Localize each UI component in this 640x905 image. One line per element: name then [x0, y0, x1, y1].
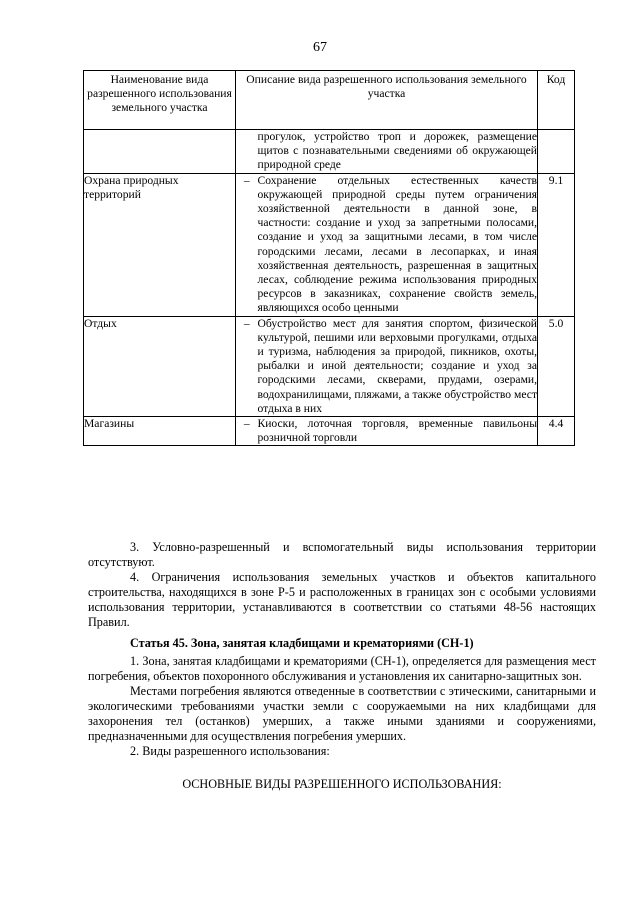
use-description-cell: Обустройство мест для занятия спортом, физической культурой, пешими или верховыми прогулками, отдыха и туризма, наблюдения за природой, пикников, охоты, рыбалки и иной деятельности; создание и уход за городскими лесами, скверами, прудами, озерами, водохранилищами, пляжами, а также обустройство мест отдыха в них [257, 316, 538, 415]
header-use-description: Описание вида разрешенного использования земельного участка [236, 71, 538, 130]
use-name-cell: Отдых [84, 316, 236, 416]
paragraph-3: 3. Условно-разрешенный и вспомогательный виды использования территории отсутствуют. [88, 540, 596, 569]
header-code: Код [538, 71, 575, 130]
code-cell [538, 130, 575, 174]
table-row [84, 130, 575, 174]
code-cell: 5.0 [538, 316, 575, 416]
section-title: ОСНОВНЫЕ ВИДЫ РАЗРЕШЕННОГО ИСПОЛЬЗОВАНИЯ: [182, 777, 502, 791]
paragraph-4: 4. Ограничения использования земельных участков и объектов капитального строительства, находящихся в зоне Р-5 и расположенных в границах зон с особыми условиями использования территории, устанавливаются в соответствии со статьями 48-56 настоящих Правил. [88, 570, 596, 629]
page-number: 67 [313, 40, 327, 55]
dash-cell [236, 130, 258, 174]
dash-cell: – [236, 316, 258, 416]
use-description-cell: прогулок, устройство троп и дорожек, размещение щитов с познавательными сведениями об окружающей природной среде [257, 130, 538, 172]
article-heading: Статья 45. Зона, занятая кладбищами и крематориями (СН-1) [130, 636, 474, 650]
use-description-cell: Сохранение отдельных естественных качеств окружающей природной среды путем ограничения хозяйственной деятельности в данной зоне, в частности: создание и уход за запретными полосами, создание и уход за защитными лесами, в том числе городскими лесами, лесами в лесопарках, и иная хозяйственная деятельность, разрешенная в защитных лесах, соблюдение режима использования природных ресурсов в заказниках, сохранение свойств земель, являющихся особо ценными [257, 173, 538, 315]
body-text [88, 540, 596, 792]
table-row [84, 173, 575, 316]
code-cell: 4.4 [538, 417, 575, 446]
paragraph-use-types: 2. Виды разрешенного использования: [130, 744, 330, 758]
use-name-cell [84, 130, 236, 174]
table-header-row [84, 71, 575, 130]
use-description-cell: Киоски, лоточная торговля, временные павильоны розничной торговли [257, 417, 538, 445]
dash-cell: – [236, 173, 258, 316]
use-name-cell: Охрана природных территорий [84, 173, 236, 316]
table-row [84, 316, 575, 416]
land-use-table [83, 70, 575, 446]
dash-cell: – [236, 417, 258, 446]
header-use-name: Наименование вида разрешенного использования земельного участка [84, 71, 236, 130]
paragraph-zone-definition: 1. Зона, занятая кладбищами и крематориями (СН-1), определяется для размещения мест погребения, объектов похоронного обслуживания и установления их санитарно-защитных зон. [88, 654, 596, 683]
use-name-cell: Магазины [84, 417, 236, 446]
code-cell: 9.1 [538, 173, 575, 316]
paragraph-burial-places: Местами погребения являются отведенные в соответствии с этическими, санитарными и экологическими требованиями участки земли с сооружаемыми на них кладбищами для захоронения тел (останков) умерших, а также иными зданиями и сооружениями, предназначенными для осуществления погребения умерших. [88, 684, 596, 743]
table-row [84, 417, 575, 446]
